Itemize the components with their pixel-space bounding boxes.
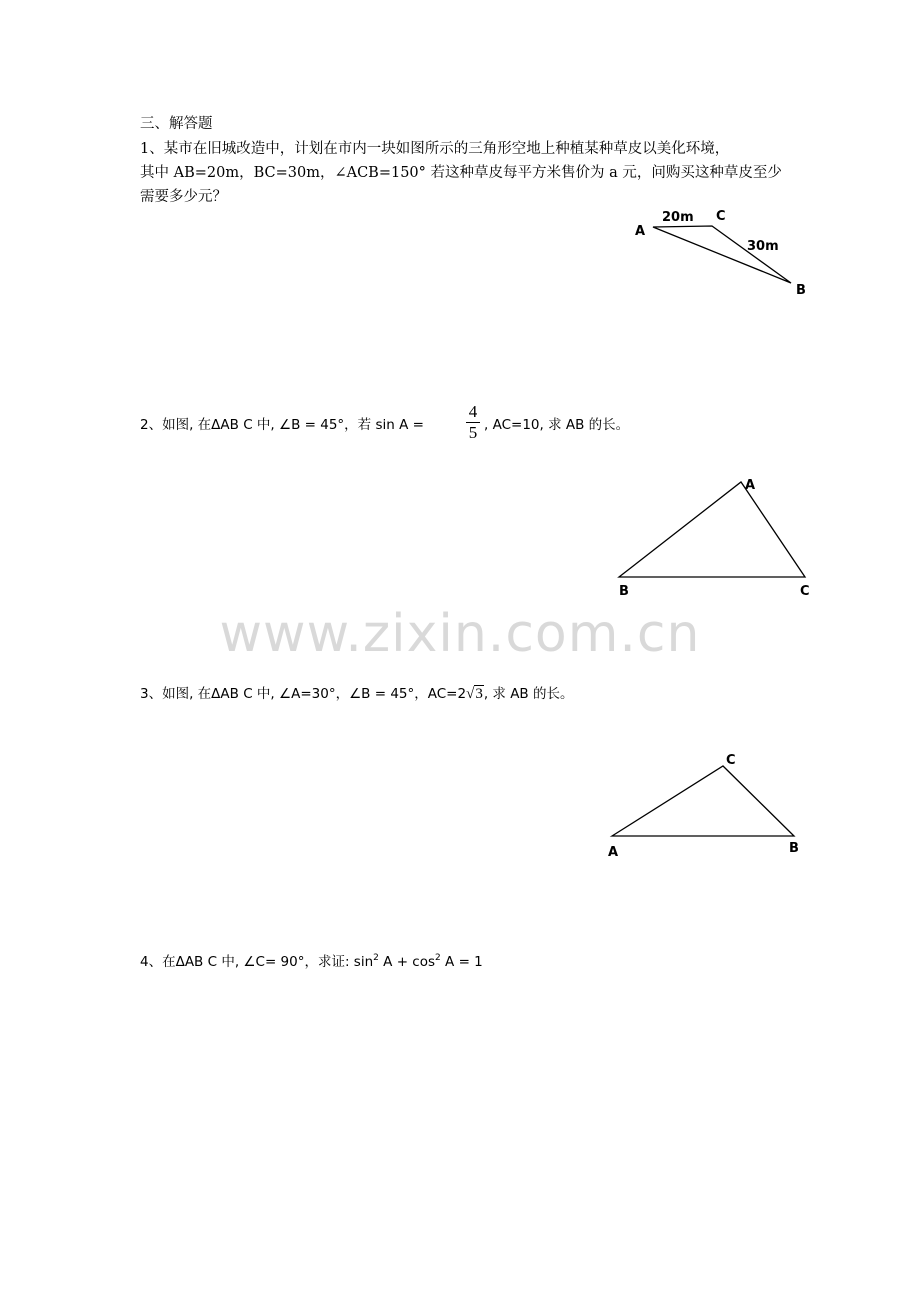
fig1-label-cb: 30m	[747, 239, 779, 254]
fig3-label-b: B	[789, 841, 799, 856]
q3-text-after: , 求 AB 的长。	[483, 686, 574, 702]
q3-sqrt-arg: 3	[475, 686, 483, 702]
q4-exponent-1: 2	[373, 953, 379, 963]
q2-text-after: , AC=10, 求 AB 的长。	[484, 417, 630, 433]
q1-line-2: 其中 AB=20m，BC=30m，∠ACB=150° 若这种草皮每平方米售价为 a 元，问购买这种草皮至少	[140, 165, 782, 181]
q1-line-1: 1、某市在旧城改造中，计划在市内一块如图所示的三角形空地上种植某种草皮以美化环境，	[140, 141, 730, 157]
q4-text-after: A = 1	[440, 954, 483, 970]
fig1-label-c: C	[716, 209, 726, 224]
q3-sqrt: √3	[466, 686, 483, 702]
figure-1-triangle	[635, 209, 806, 298]
q4-text-mid: A + cos	[378, 954, 436, 970]
q2-fraction-denominator: 5	[468, 423, 478, 442]
fig1-label-a: A	[635, 224, 646, 239]
fig1-label-ac: 20m	[662, 210, 694, 225]
fig2-triangle-shape	[619, 482, 805, 577]
q2-fraction-numerator: 4	[468, 402, 478, 421]
fig3-triangle-shape	[612, 766, 794, 836]
fig3-label-c: C	[726, 753, 736, 768]
watermark: www.zixin.com.cn	[219, 604, 701, 664]
figure-3-triangle	[608, 753, 799, 860]
fig1-triangle-shape	[653, 226, 791, 283]
figure-2-triangle	[619, 478, 810, 599]
section-title: 三、解答题	[140, 116, 213, 132]
q2-text-before: 2、如图, 在ΔAB C 中, ∠B = 45°，若 sin A =	[140, 417, 424, 433]
fig1-label-b: B	[796, 283, 806, 298]
q1-line-3: 需要多少元？	[140, 189, 227, 205]
fig2-label-c: C	[800, 584, 810, 599]
q4-exponent-2: 2	[435, 953, 441, 963]
fig2-label-a: A	[745, 478, 756, 493]
fig2-label-b: B	[619, 584, 629, 599]
fig3-label-a: A	[608, 845, 619, 860]
q3-text-before: 3、如图, 在ΔAB C 中, ∠A=30°，∠B = 45°，AC=2	[140, 686, 467, 702]
q4-text-before: 4、在ΔAB C 中, ∠C= 90°，求证: sin	[140, 954, 374, 970]
